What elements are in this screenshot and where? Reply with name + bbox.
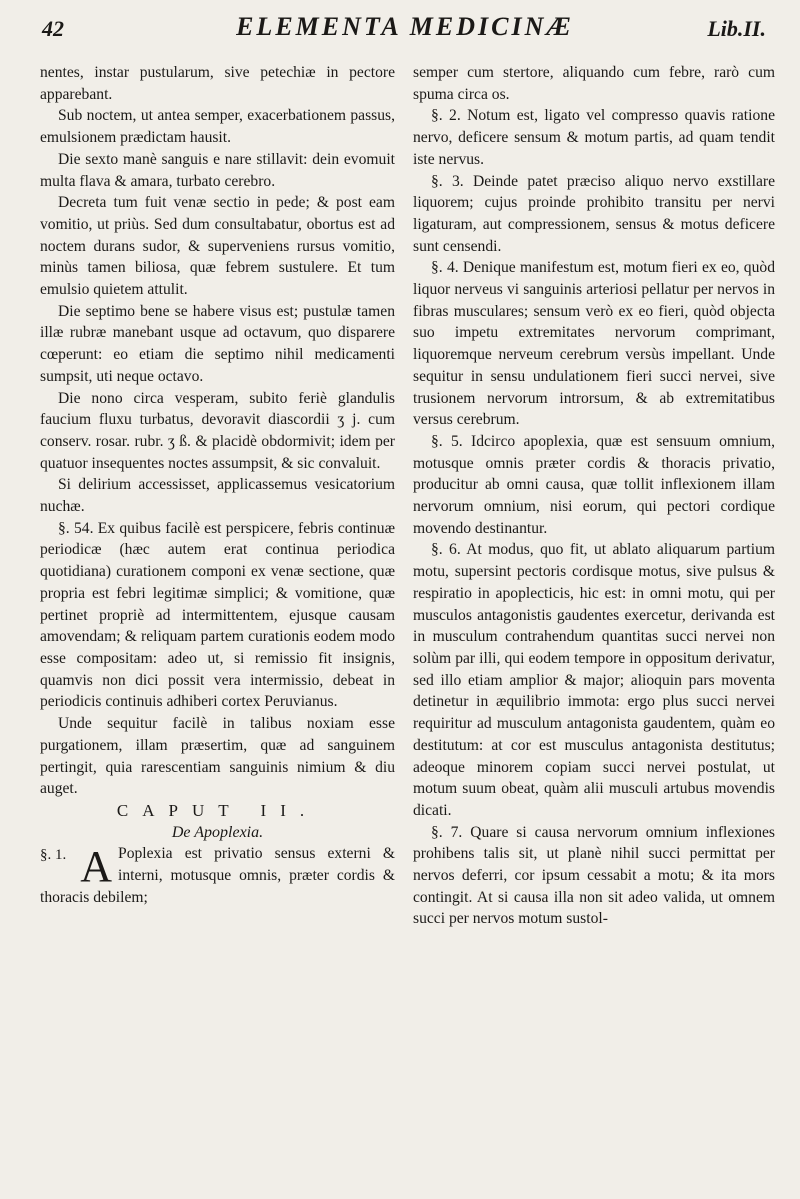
paragraph: Si delirium accessisset, applicassemus vesicatorium nuchæ. [40,476,395,516]
paragraph: Die septimo bene se habere visus est; pustulæ tamen illæ rubræ manebant usque ad octavum, quo disparere cœperunt: eo etiam die septimo nihil medicamenti sumpsit, uti neque octavo. [40,302,395,385]
paragraph: nentes, instar pustularum, sive petechiæ in pectore apparebant. [40,64,395,103]
paragraph: Sub noctem, ut antea semper, exacerbationem passus, emulsionem prædictam hausit. [40,107,395,147]
paragraph: §. 5. Idcirco apoplexia, quæ est sensuum omnium, motusque omnis præter cordis & thoracis privatio, producitur ab omni causa, quæ tollit inflexionem illam nervorum omnium, nisi eorum, qui pectori cordique movendo destinantur. [413,432,775,537]
book-reference: Lib.II. [707,16,766,41]
chapter-first-paragraph [40,843,395,908]
paragraph: §. 2. Notum est, ligato vel compresso quavis ratione nervo, deficere sensum & motum partis, ad quam tendit iste nervus. [413,107,775,168]
left-column [40,62,395,908]
paragraph: §. 7. Quare si causa nervorum omnium inflexiones prohibens talis sit, ut planè nihil succi permittat per nervos deferri, cor ipsum cessabit a motu; & ita mors contingit. At si causa illa non sit adeo valida, ut omnem succi per nervos motum sustol- [413,823,775,928]
page-number: 42 [42,16,64,41]
paragraph: §. 54. Ex quibus facilè est perspicere, febris continuæ periodicæ (hæc autem erat continua periodica quotidiana) curationem componi ex venæ sectione, quæ propria est febri legitimæ simplici; & vomitione, quæ pertinet propriè ad intermittentem, ejusque causam amovendam; & reliquam partem curationis eodem modo esse compositam: adeo ut, si remissio fit insignis, quamvis non dici possit vera intermissio, debeat in periodicis continuis adhiberi cortex Peruvianus. [40,519,395,711]
chapter-heading: CAPUT II. [116,800,319,820]
section-number: §. 1. [40,847,67,864]
paragraph: Unde sequitur facilè in talibus noxiam esse purgationem, illam præsertim, quæ ad sanguinem pertingit, quia rarescentiam sanguinis nimium & diu auget. [40,715,395,798]
paragraph: Die nono circa vesperam, subito feriè glandulis faucium fluxu turbatus, devoravit diascordii ʒ j. cum conserv. rosar. rubr. ʒ ß. & placidè obdormivit; idem per quatuor insequentes noctes assumpsit, & sic convaluit. [40,389,395,472]
paragraph: §. 6. At modus, quo fit, ut ablato aliquarum partium motu, supersint pectoris cordisque motus, sive pulsus & respiratio in apoplecticis, hic est: in omni motu, qui per musculos antagonistis gaudentes exercetur, derivanda est in musculum contrahendum quantitas succi nervei non solùm par illi, qui eodem tempore in oppositum derivatur, sed illo etiam amplior & major; alioquin pars moventa detinetur in æquilibrio immota: ergo plus succi nervei requiritur ad musculum antagonista gaudentem, quàm eo destitutum: at cor est musculus antagonista destitutus; adeoque minorem copiam succi nervei postulat, ut motum suum obeat, quàm alii musculi artubus movendis dicati. [413,541,775,819]
chapter-subtitle: De Apoplexia. [171,823,264,841]
paragraph-text: Poplexia est privatio sensus externi & interni, motusque omnis, præter cordis & thoracis debilem; [40,845,395,906]
right-column [413,62,775,930]
paragraph: §. 4. Denique manifestum est, motum fieri ex eo, quòd liquor nerveus vi sanguinis arteriosi pellatur per nervos in fibras musculares; sensum verò ex eo fieri, quòd objecta suo impetu extremitates nervorum comprimant, liquoremque nerveum cerebrum versùs impellant. Unde sequitur in sensu undulationem fieri succi nervei, sive trusionem nervorum introrsum, & ab extremitatibus versus cerebrum. [413,259,775,429]
paragraph: §. 3. Deinde patet præciso aliquo nervo exstillare liquorem; cujus proinde prohibito transitu per nervi ligaturam, aut compressionem, sensus & motus deficere sunt censendi. [413,172,775,255]
running-title: ELEMENTA MEDICINÆ [236,12,574,41]
paragraph: semper cum stertore, aliquando cum febre, rarò cum spuma circa os. [413,64,775,103]
paragraph: Decreta tum fuit venæ sectio in pede; & post eam vomitio, ut priùs. Sed dum consultabatur, obortus est ad noctem durans sudor, & superveniens rursus vomitio, minùs tamen biliosa, quæ febrem sustulere. Et tum emulsio quietem attulit. [40,194,395,299]
page-header [40,10,770,54]
paragraph: Die sexto manè sanguis e nare stillavit: dein evomuit multa flava & amara, turbato cerebro. [40,150,395,190]
drop-cap: A [80,842,113,892]
